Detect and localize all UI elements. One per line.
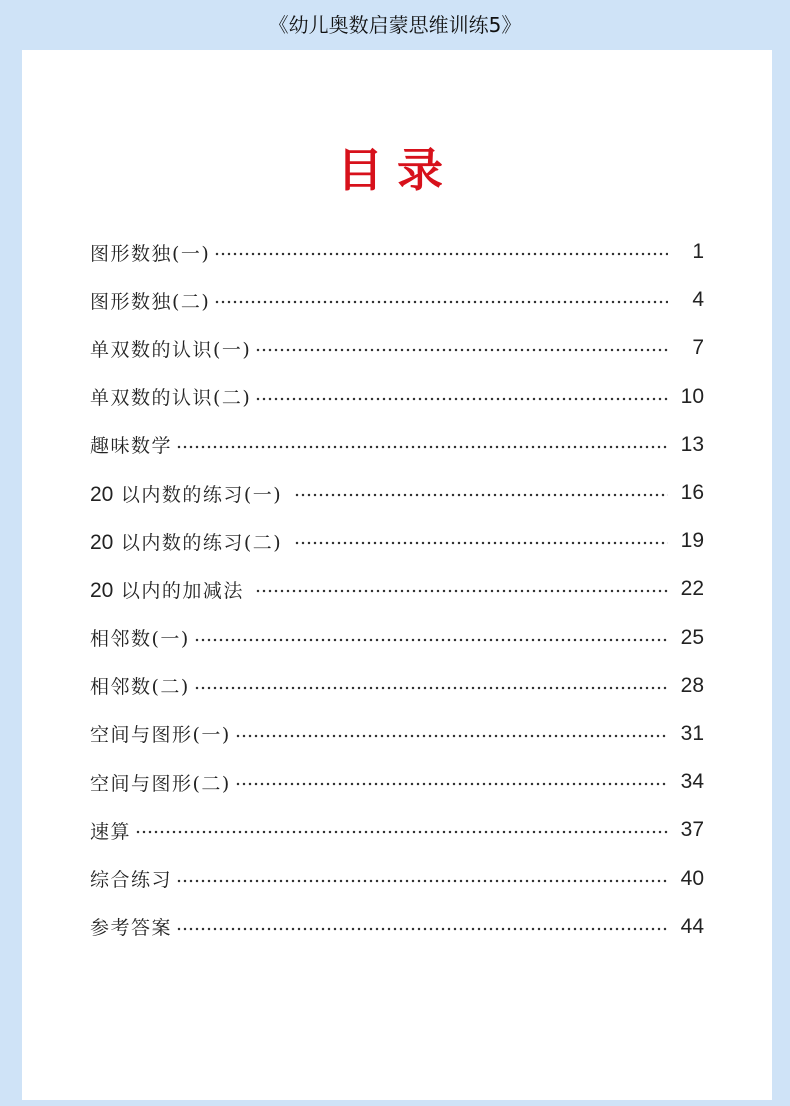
toc-entry[interactable]	[90, 758, 704, 806]
toc-entry-number-prefix: 20	[90, 482, 114, 506]
toc-entry-page-number: 4	[692, 288, 704, 312]
toc-entry-page-number: 13	[680, 432, 704, 456]
dot-leader	[176, 445, 668, 449]
toc-entry-title	[90, 576, 251, 603]
toc-entry[interactable]	[90, 903, 704, 951]
dot-leader	[255, 397, 668, 401]
dot-leader	[194, 638, 668, 642]
dot-leader	[255, 589, 668, 593]
toc-entry-title	[90, 865, 172, 892]
dot-leader	[135, 830, 668, 834]
toc-entry-label: 综合练习	[90, 869, 173, 892]
dot-leader	[255, 348, 668, 352]
toc-entry-page-number: 1	[692, 240, 704, 264]
toc-entry-title	[90, 383, 251, 410]
toc-entry-title	[90, 528, 290, 555]
toc-heading: 目录	[337, 143, 457, 197]
toc-entry-title	[90, 624, 190, 651]
toc-entry-title	[90, 287, 210, 314]
dot-leader	[235, 782, 668, 786]
toc-entry[interactable]	[90, 228, 704, 276]
toc-entry[interactable]	[90, 806, 704, 854]
toc-entry-page-number: 19	[680, 529, 704, 553]
toc-entry[interactable]	[90, 324, 704, 372]
toc-entry[interactable]	[90, 662, 704, 710]
toc-entry-title	[90, 913, 172, 940]
toc-entry[interactable]	[90, 421, 704, 469]
toc-entry-page-number: 10	[680, 384, 704, 408]
toc-entry-label: 速算	[90, 820, 132, 843]
toc-entry-label: 以内数的练习(二)	[113, 531, 290, 554]
toc-entry-page-number: 25	[680, 625, 704, 649]
toc-entry-page-number: 37	[680, 818, 704, 842]
toc-entry-label: 以内的加减法	[113, 579, 252, 602]
toc-entry[interactable]	[90, 710, 704, 758]
toc-entry-page-number: 40	[680, 866, 704, 890]
toc-entry-page-number: 22	[680, 577, 704, 601]
toc-entry-title	[90, 720, 231, 747]
toc-list	[90, 228, 704, 951]
toc-entry-label: 参考答案	[90, 917, 173, 940]
toc-entry-page-number: 7	[692, 336, 704, 360]
toc-entry-title	[90, 480, 290, 507]
toc-entry-title	[90, 239, 210, 266]
toc-entry-label: 相邻数(二)	[90, 676, 190, 699]
dot-leader	[176, 879, 668, 883]
toc-entry[interactable]	[90, 373, 704, 421]
toc-entry[interactable]	[90, 854, 704, 902]
toc-entry-label: 单双数的认识(一)	[90, 338, 252, 361]
toc-entry[interactable]	[90, 276, 704, 324]
toc-page	[22, 50, 772, 1100]
toc-entry-page-number: 31	[680, 721, 704, 745]
toc-entry-number-prefix: 20	[90, 578, 114, 602]
toc-entry[interactable]	[90, 614, 704, 662]
toc-entry[interactable]	[90, 517, 704, 565]
toc-entry-label: 图形数独(一)	[90, 242, 211, 265]
dot-leader	[235, 734, 668, 738]
toc-entry-label: 趣味数学	[90, 435, 173, 458]
toc-entry-label: 相邻数(一)	[90, 628, 190, 651]
toc-entry-title	[90, 769, 231, 796]
toc-entry-title	[90, 431, 172, 458]
toc-entry-number-prefix: 20	[90, 530, 114, 554]
toc-entry[interactable]	[90, 469, 704, 517]
toc-entry-label: 空间与图形(二)	[90, 772, 231, 795]
book-title: 《幼儿奥数启蒙思维训练5》	[268, 13, 522, 37]
dot-leader	[194, 686, 668, 690]
toc-entry-page-number: 44	[680, 914, 704, 938]
dot-leader	[294, 541, 668, 545]
dot-leader	[176, 927, 668, 931]
toc-entry-page-number: 16	[680, 481, 704, 505]
dot-leader	[214, 300, 668, 304]
toc-entry-label: 空间与图形(一)	[90, 724, 231, 747]
toc-entry-label: 单双数的认识(二)	[90, 387, 252, 410]
toc-entry-page-number: 34	[680, 770, 704, 794]
toc-entry-page-number: 28	[680, 673, 704, 697]
toc-entry-title	[90, 335, 251, 362]
dot-leader	[214, 252, 668, 256]
toc-entry-label: 图形数独(二)	[90, 290, 211, 313]
toc-entry-title	[90, 672, 190, 699]
toc-entry-label: 以内数的练习(一)	[113, 483, 290, 506]
toc-entry-title	[90, 817, 131, 844]
toc-entry[interactable]	[90, 565, 704, 613]
dot-leader	[294, 493, 668, 497]
